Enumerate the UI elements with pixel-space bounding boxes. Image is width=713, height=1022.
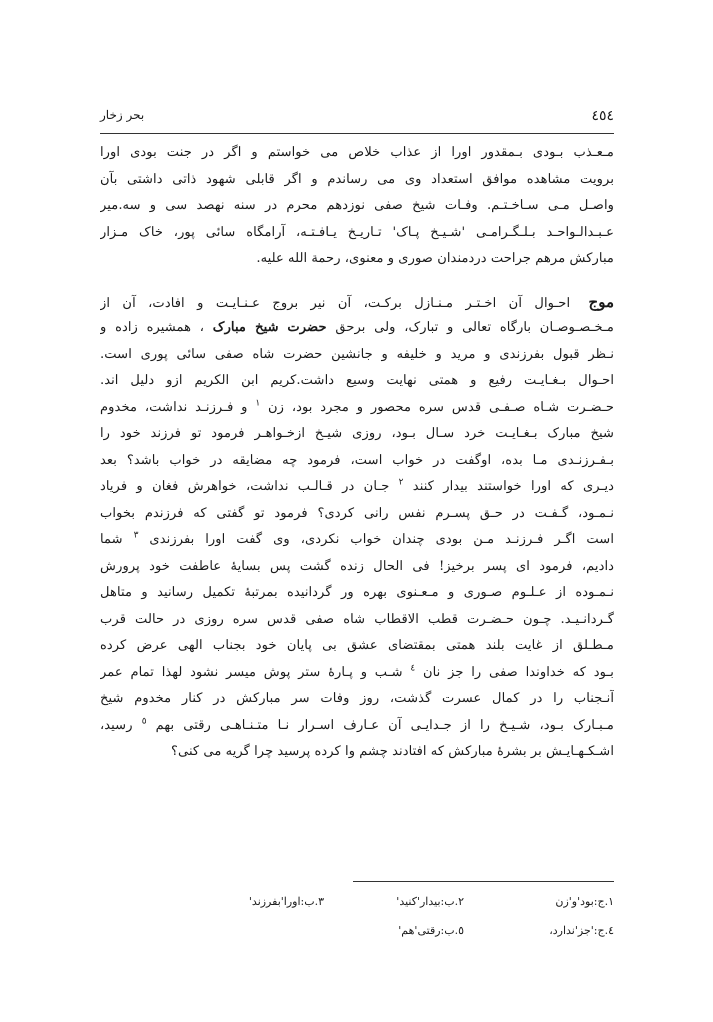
text-segment: و فـرزنـد نداشت، مخدوم xyxy=(100,399,248,415)
text-segment: حـضـرت شـاه صـفـی قدس سره محصور و مجرد بود، زن xyxy=(267,399,614,415)
text-segment: شـب و پـارهٔ ستر پوش میسر نشود لهذا تمام عمر xyxy=(100,664,403,680)
section-heading: موج xyxy=(588,292,614,311)
text-segment: دیـری که اورا خواستند بیدار کنند xyxy=(412,479,614,494)
footnote-ref: ٢ xyxy=(398,477,404,488)
text-segment: ، همشیره زاده و xyxy=(100,320,205,335)
footnote-4: ٤.ج:'جز'ندارد، xyxy=(549,924,614,937)
footnote-ref: ٥ xyxy=(141,716,147,727)
footnote-row xyxy=(180,921,614,950)
text-segment: مـبـارک بـود، شـیـخ را از جـدایـی آن عـارف اسـرار نـا متـنـاهـی رقتی بهم xyxy=(155,717,614,733)
text-segment: شما xyxy=(100,532,123,547)
text-line: مـطـلق از غایت بلند همتی بمقتضای عشق بی پایان خود بجناب الهی عرض کرده xyxy=(100,638,614,653)
text-line: نـمـود، گـفـت در حـق پسـرم نفس رانی کردی؟ فرمود تو گفتی که فرزندم بخواب xyxy=(100,505,614,521)
text-segment: جـان در قـالـب نداشت، خواهرش فغان و فریاد xyxy=(100,479,390,494)
text-segment: احـوال آن اخـتـر مـنـازل برکـت، آن نیر بروج عـنـایـت و افادت، آن از xyxy=(100,295,571,311)
text-segment: مـخـصـوصـان بارگاه تعالی و تبارک، ولی برحق xyxy=(335,320,614,335)
footnote-1: ١.ج:بود'و'زن xyxy=(555,895,614,908)
text-line: مـعـذب بـودی بـمقدور اورا از عذاب خلاص می خواستم و اگر در جنت بودی اورا xyxy=(100,145,614,160)
footnote-rule xyxy=(353,881,614,882)
footnote-2: ٢.ب:بیدار'کنید' xyxy=(396,895,464,908)
text-line: اشـکـهـایـش بر بشرهٔ مبارکش که افتادند چشم وا کرده پرسید چرا گریه می کنی؟ xyxy=(170,744,614,759)
text-line: نـمـوده از عـلـوم صـوری و مـعـنوی بهره ور گردانیده بمرتبهٔ تکمیل رسانید و متاهل xyxy=(100,585,614,600)
text-line: گـردانـیـد. چـون حـضـرت قطب الاقطاب شاه صفی قدس سره روزی در حالت قرب xyxy=(100,611,614,627)
text-segment: رسید، xyxy=(100,717,133,733)
text-line: مبارکش مرهم جراحت دردمندان صوری و معنوی، رحمة الله علیه. xyxy=(256,251,614,266)
footnote-row xyxy=(180,892,614,921)
header-rule xyxy=(100,133,614,134)
text-line: نـظر قبول بفرزندی و مرید و خلیفه و جانشین حضرت شاه صفی سائی پوری است. xyxy=(100,346,614,362)
text-line xyxy=(100,713,614,740)
text-line xyxy=(100,289,614,316)
text-line xyxy=(100,315,614,342)
text-line xyxy=(100,527,614,554)
text-segment: بـود که خداوندا صفی را جز نان xyxy=(422,664,614,680)
text-line: بـفـرزنـدی مـا بده، اوگفت در خواب است، فرمود چه مضایقه در خواب باشد؟ بعد xyxy=(100,452,614,468)
text-line: شیخ مبارک بـغـایـت خرد سـال بـود، روزی شیـخ ازخـواهـر فرمود تو فرزند خود را xyxy=(100,426,614,441)
text-line: برویت مشاهده موافق استعداد وی می رساندم و اگر قابلی شهود ذاتی داشتی بآن xyxy=(100,171,614,187)
text-line: احـوال بـغـایـت رفیع و همتی نهایت وسیع داشت.کریم ابن الکریم ازو دلیل اند. xyxy=(100,373,614,388)
text-line xyxy=(100,474,614,501)
main-text xyxy=(100,140,614,766)
bold-title: حضرت xyxy=(287,320,327,335)
text-segment: است اگـر فـرزنـد مـن بودی چندان خواب نکردی، وی گفت اورا بفرزندی xyxy=(149,532,614,547)
footnote-ref: ٣ xyxy=(133,530,139,541)
paragraph-gap xyxy=(100,273,614,289)
text-line xyxy=(100,660,614,687)
page-header xyxy=(100,108,614,128)
footnote-5: ٥.ب:رقتی'هم' xyxy=(398,924,464,937)
footnotes xyxy=(180,892,614,950)
bold-name: شیخ مبارک xyxy=(212,320,279,335)
footnote-3: ٣.ب:اورا'بفرزند' xyxy=(248,895,324,908)
text-line: عـبـدالـواحـد بـلـگـرامـی 'شـیـخ پـاک' تـاریـخ یـافـتـه، آرامگاه سائی پور، خاک مـزار xyxy=(100,224,614,240)
page-number: ٤٥٤ xyxy=(591,108,614,124)
footnote-ref: ٤ xyxy=(410,663,416,674)
text-line: آنـجناب را در کمال عسرت گذشت، روز وفات سر مبارکش در کنار مخدوم شیخ xyxy=(100,691,614,706)
text-line xyxy=(100,395,614,422)
footnote-ref: ١ xyxy=(255,398,261,409)
text-line: دادیم، فرمود ای پسر برخیز! فی الحال زنده گشت پس بسایهٔ عاطفت خود پرورش xyxy=(100,558,614,574)
text-line: واصـل مـی سـاخـتـم. وفـات شیخ صفی نوزدهم محرم در سنه نهصد سی و سه.میر xyxy=(100,198,614,213)
running-head: بحر زخار xyxy=(100,108,145,122)
